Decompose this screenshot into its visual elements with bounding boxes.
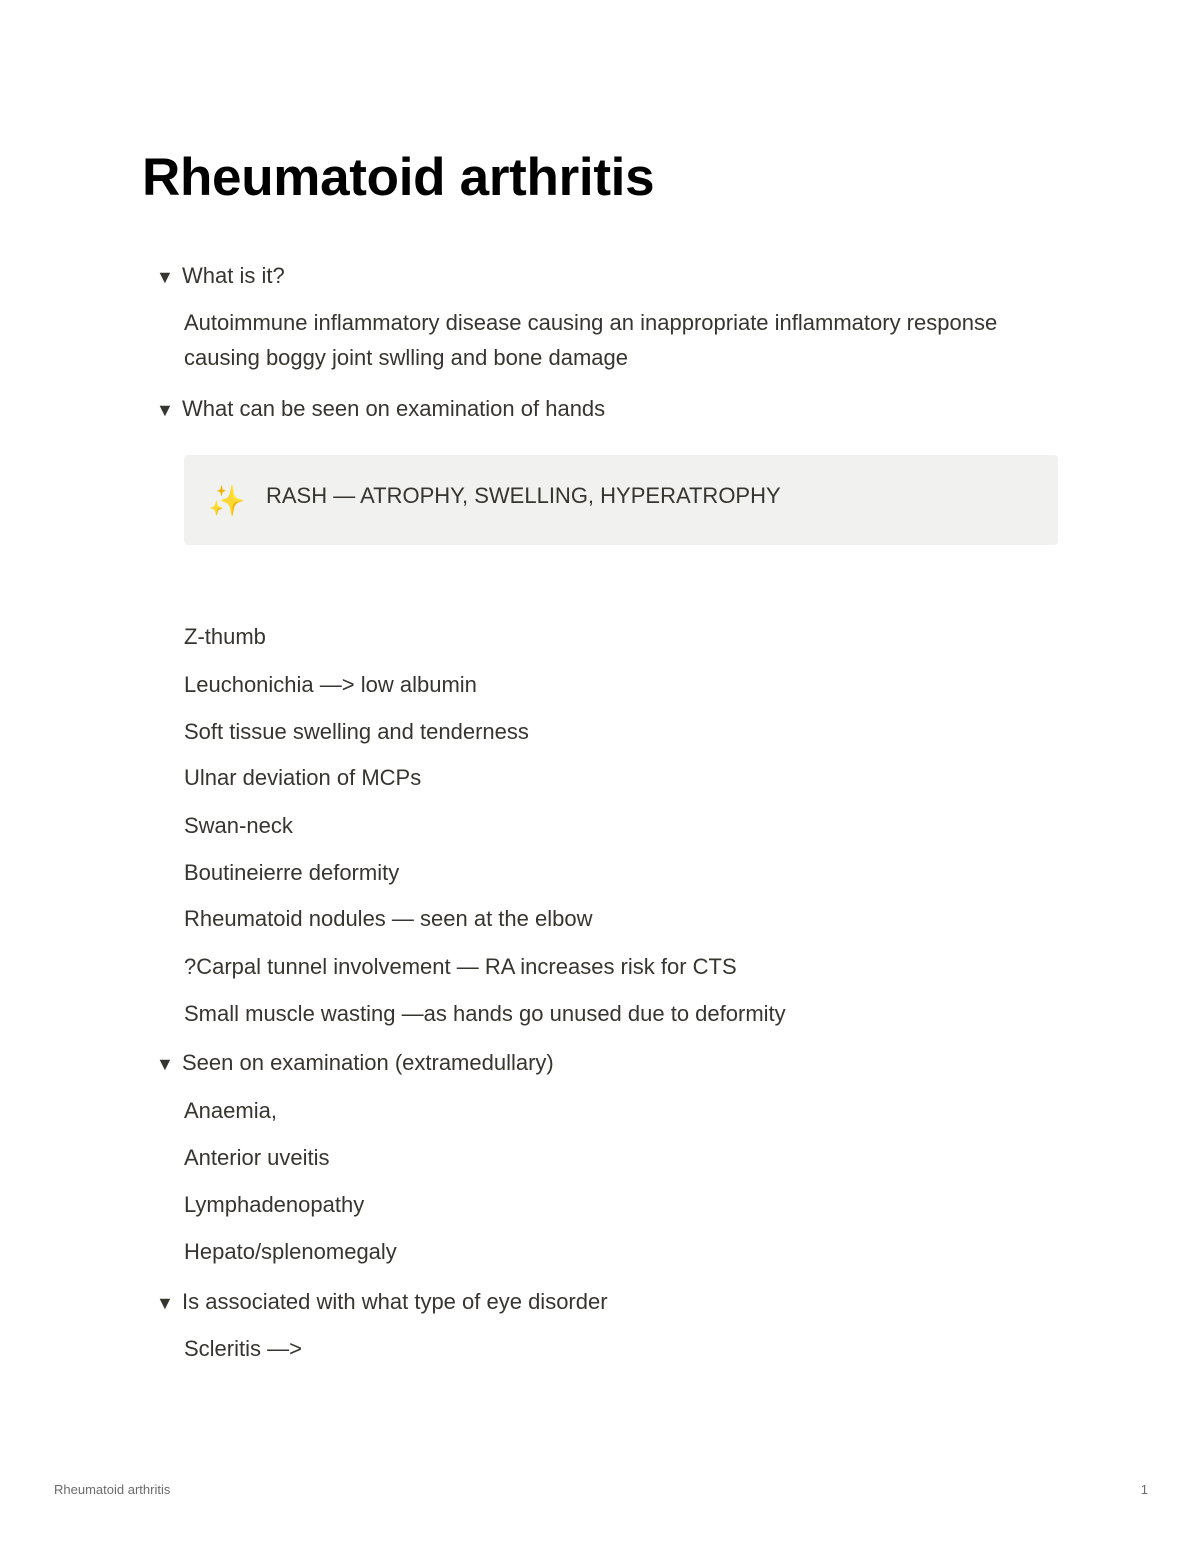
list-item: Hepato/splenomegaly: [184, 1239, 397, 1264]
list-item: Ulnar deviation of MCPs: [184, 765, 422, 790]
list-item: Anterior uveitis: [184, 1145, 330, 1170]
list-item: Small muscle wasting —as hands go unused due to deformity: [184, 1001, 786, 1026]
toggle-extramedullary[interactable]: [156, 1049, 554, 1078]
footer-page-number: 1: [1140, 1482, 1148, 1497]
callout-box: [184, 455, 1058, 545]
list-item: Scleritis —>: [184, 1336, 302, 1361]
list-item: Anaemia,: [184, 1098, 277, 1123]
footer-doc-title: Rheumatoid arthritis: [54, 1482, 171, 1497]
toggle-eye-disorder[interactable]: [156, 1288, 608, 1317]
page-title: Rheumatoid arthritis: [142, 148, 655, 207]
list-item: Soft tissue swelling and tenderness: [184, 719, 529, 744]
list-item: Swan-neck: [184, 813, 293, 838]
toggle-hand-examination[interactable]: [156, 395, 605, 424]
toggle-triangle-icon[interactable]: ▼: [156, 400, 174, 420]
sparkles-icon: ✨: [208, 485, 246, 518]
callout-text: RASH — ATROPHY, SWELLING, HYPERATROPHY: [266, 483, 781, 508]
body-text: Autoimmune inflammatory disease causing an inappropriate inflammatory response: [184, 310, 998, 335]
toggle-heading: Seen on examination (extramedullary): [182, 1050, 554, 1075]
toggle-heading: What is it?: [182, 263, 285, 288]
toggle-triangle-icon[interactable]: ▼: [156, 1293, 174, 1313]
toggle-heading: What can be seen on examination of hands: [182, 396, 606, 421]
list-item: Lymphadenopathy: [184, 1192, 365, 1217]
list-item: Z-thumb: [184, 624, 266, 649]
toggle-triangle-icon[interactable]: ▼: [156, 267, 174, 287]
body-text: causing boggy joint swlling and bone damage: [184, 345, 628, 370]
list-item: Boutineierre deformity: [184, 860, 400, 885]
toggle-what-is-it[interactable]: [156, 262, 285, 291]
toggle-triangle-icon[interactable]: ▼: [156, 1054, 174, 1074]
toggle-heading: Is associated with what type of eye disorder: [182, 1289, 608, 1314]
list-item: ?Carpal tunnel involvement — RA increases risk for CTS: [184, 954, 737, 979]
list-item: Leuchonichia —> low albumin: [184, 672, 477, 697]
list-item: Rheumatoid nodules — seen at the elbow: [184, 906, 593, 931]
